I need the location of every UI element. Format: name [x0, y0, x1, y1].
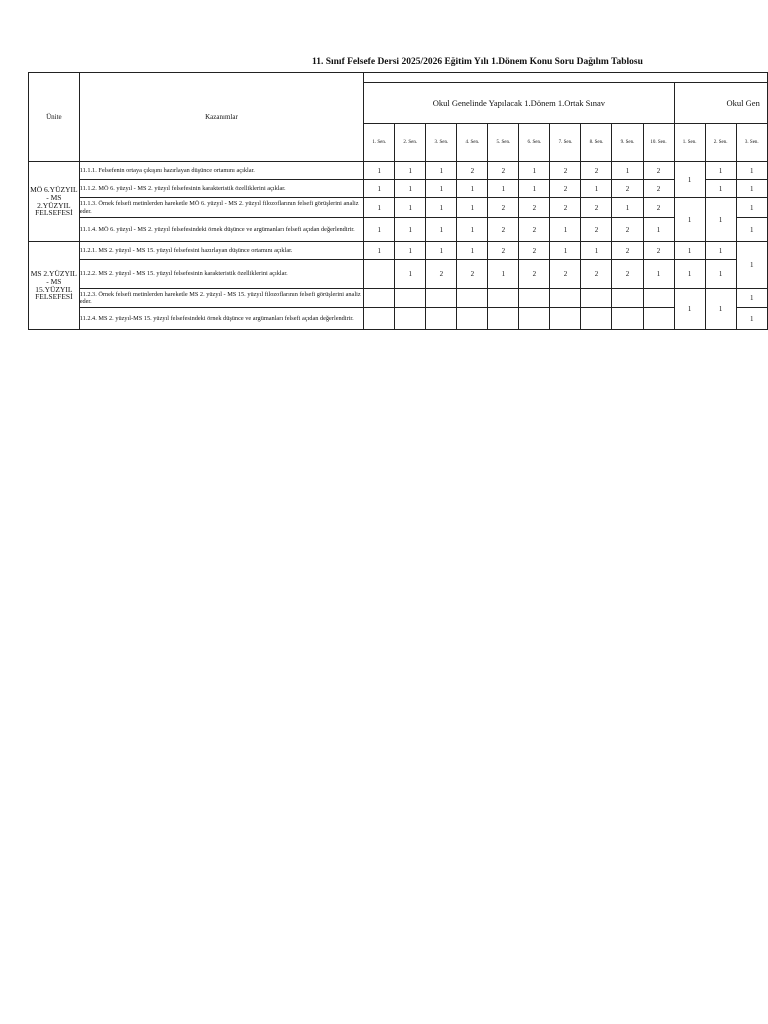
cell: 2 — [612, 242, 643, 260]
unit-name: MS 2.YÜZYIL - MS 15.YÜZYIL FELSEFESİ — [29, 242, 80, 330]
scenario-header: 2. Sen. — [395, 124, 426, 162]
cell: 2 — [550, 198, 581, 218]
cell — [395, 308, 426, 330]
kazanim: 11.1.3. Örnek felsefi metinlerden hareketle MÖ 6. yüzyıl - MS 2. yüzyıl filozoflarının felsefi görüşlerini analiz eder. — [79, 198, 364, 218]
cell — [519, 289, 550, 308]
scenario-header: 4. Sen. — [457, 124, 488, 162]
cell: 2 — [519, 218, 550, 242]
cell: 1 — [395, 198, 426, 218]
cell: 1 — [426, 180, 457, 198]
cell: 1 — [581, 180, 612, 198]
scenario-header: 10. Sen. — [643, 124, 674, 162]
cell — [364, 260, 395, 289]
cell — [488, 308, 519, 330]
scenario-header: 8. Sen. — [581, 124, 612, 162]
distribution-table — [28, 72, 768, 330]
cell: 1 — [426, 198, 457, 218]
cell: 1 — [426, 162, 457, 180]
cell: 1 — [457, 198, 488, 218]
cell: 1 — [457, 180, 488, 198]
cell: 2 — [643, 180, 674, 198]
cell: 1 — [581, 242, 612, 260]
cell: 1 — [364, 162, 395, 180]
merged-cell: 1 — [674, 162, 705, 198]
cell: 1 — [736, 308, 767, 330]
cell: 1 — [705, 242, 736, 260]
kazanim: 11.2.4. MS 2. yüzyıl-MS 15. yüzyıl felsefesindeki örnek düşünce ve argümanları felsefi açıdan değerlendirir. — [79, 308, 364, 330]
kazanim: 11.2.3. Örnek felsefi metinlerden hareketle MS 2. yüzyıl - MS 15. yüzyıl filozoflarının felsefi görüşlerini analiz eder. — [79, 289, 364, 308]
cell — [457, 308, 488, 330]
cell: 1 — [674, 242, 705, 260]
header-kazanimlar: Kazanımlar — [79, 73, 364, 162]
cell: 1 — [395, 180, 426, 198]
cell: 2 — [457, 162, 488, 180]
cell: 1 — [364, 218, 395, 242]
kazanim: 11.1.2. MÖ 6. yüzyıl - MS 2. yüzyıl felsefesinin karakteristik özelliklerini açıklar. — [79, 180, 364, 198]
cell: 1 — [736, 198, 767, 218]
cell: 2 — [643, 162, 674, 180]
kazanim: 11.1.4. MÖ 6. yüzyıl - MS 2. yüzyıl felsefesindeki örnek düşünce ve argümanları felsefi açıdan değerlendirir. — [79, 218, 364, 242]
cell: 2 — [550, 180, 581, 198]
scenario-header-2: 3. Sen. — [736, 124, 767, 162]
cell — [550, 289, 581, 308]
cell: 2 — [643, 198, 674, 218]
cell: 1 — [643, 260, 674, 289]
cell: 2 — [612, 260, 643, 289]
scenario-header: 7. Sen. — [550, 124, 581, 162]
kazanim: 11.1.1. Felsefenin ortaya çıkışını hazırlayan düşünce ortamını açıklar. — [79, 162, 364, 180]
cell — [364, 308, 395, 330]
header-spacer — [364, 73, 768, 83]
cell: 1 — [457, 218, 488, 242]
cell: 2 — [550, 260, 581, 289]
cell: 1 — [643, 218, 674, 242]
cell: 1 — [519, 162, 550, 180]
cell: 1 — [705, 162, 736, 180]
cell: 1 — [426, 218, 457, 242]
cell: 1 — [674, 260, 705, 289]
merged-cell: 1 — [736, 242, 767, 289]
cell: 2 — [488, 218, 519, 242]
cell: 2 — [488, 198, 519, 218]
cell: 1 — [736, 180, 767, 198]
kazanim: 11.2.1. MS 2. yüzyıl - MS 15. yüzyıl felsefesini hazırlayan düşünce ortamını açıklar. — [79, 242, 364, 260]
cell: 1 — [395, 242, 426, 260]
group-header-1: Okul Genelinde Yapılacak 1.Dönem 1.Ortak Sınav — [364, 83, 674, 124]
cell: 1 — [612, 198, 643, 218]
cell: 2 — [612, 218, 643, 242]
cell — [612, 308, 643, 330]
unit-name: MÖ 6.YÜZYIL - MS 2.YÜZYIL FELSEFESİ — [29, 162, 80, 242]
cell — [581, 289, 612, 308]
cell: 2 — [581, 162, 612, 180]
cell: 1 — [550, 242, 581, 260]
cell: 1 — [395, 162, 426, 180]
cell: 1 — [395, 260, 426, 289]
cell: 1 — [457, 242, 488, 260]
cell — [643, 289, 674, 308]
scenario-header: 6. Sen. — [519, 124, 550, 162]
scenario-header: 3. Sen. — [426, 124, 457, 162]
header-unite: Ünite — [29, 73, 80, 162]
cell — [550, 308, 581, 330]
cell: 1 — [364, 198, 395, 218]
cell: 1 — [364, 180, 395, 198]
cell: 1 — [705, 180, 736, 198]
scenario-header: 9. Sen. — [612, 124, 643, 162]
cell — [519, 308, 550, 330]
cell: 1 — [736, 162, 767, 180]
cell: 1 — [488, 180, 519, 198]
cell — [488, 289, 519, 308]
cell: 1 — [488, 260, 519, 289]
scenario-header: 5. Sen. — [488, 124, 519, 162]
cell: 2 — [612, 180, 643, 198]
cell: 1 — [612, 162, 643, 180]
merged-cell: 1 — [705, 289, 736, 330]
cell: 2 — [519, 242, 550, 260]
cell: 1 — [364, 242, 395, 260]
cell: 1 — [705, 260, 736, 289]
cell: 2 — [581, 218, 612, 242]
merged-cell: 1 — [674, 289, 705, 330]
cell: 1 — [395, 218, 426, 242]
cell — [364, 289, 395, 308]
cell: 1 — [736, 289, 767, 308]
cell: 1 — [550, 218, 581, 242]
cell — [612, 289, 643, 308]
cell: 2 — [488, 242, 519, 260]
cell: 2 — [581, 260, 612, 289]
cell: 2 — [457, 260, 488, 289]
cell — [426, 289, 457, 308]
cell — [643, 308, 674, 330]
scenario-header-2: 1. Sen. — [674, 124, 705, 162]
kazanim: 11.2.2. MS 2. yüzyıl - MS 15. yüzyıl felsefesinin karakteristik özelliklerini açıklar. — [79, 260, 364, 289]
cell — [581, 308, 612, 330]
page-title: 11. Sınıf Felsefe Dersi 2025/2026 Eğitim Yılı 1.Dönem Konu Soru Dağılım Tablosu — [312, 57, 643, 67]
cell — [457, 289, 488, 308]
cell: 2 — [519, 260, 550, 289]
cell: 2 — [426, 260, 457, 289]
group-header-2: Okul Gen — [674, 83, 767, 124]
cell: 2 — [488, 162, 519, 180]
merged-cell: 1 — [705, 198, 736, 242]
cell — [395, 289, 426, 308]
cell — [426, 308, 457, 330]
cell: 1 — [519, 180, 550, 198]
scenario-header-2: 2. Sen. — [705, 124, 736, 162]
cell: 1 — [736, 218, 767, 242]
cell: 2 — [581, 198, 612, 218]
cell: 2 — [550, 162, 581, 180]
cell: 2 — [643, 242, 674, 260]
cell: 2 — [519, 198, 550, 218]
cell: 1 — [426, 242, 457, 260]
merged-cell: 1 — [674, 198, 705, 242]
scenario-header: 1. Sen. — [364, 124, 395, 162]
